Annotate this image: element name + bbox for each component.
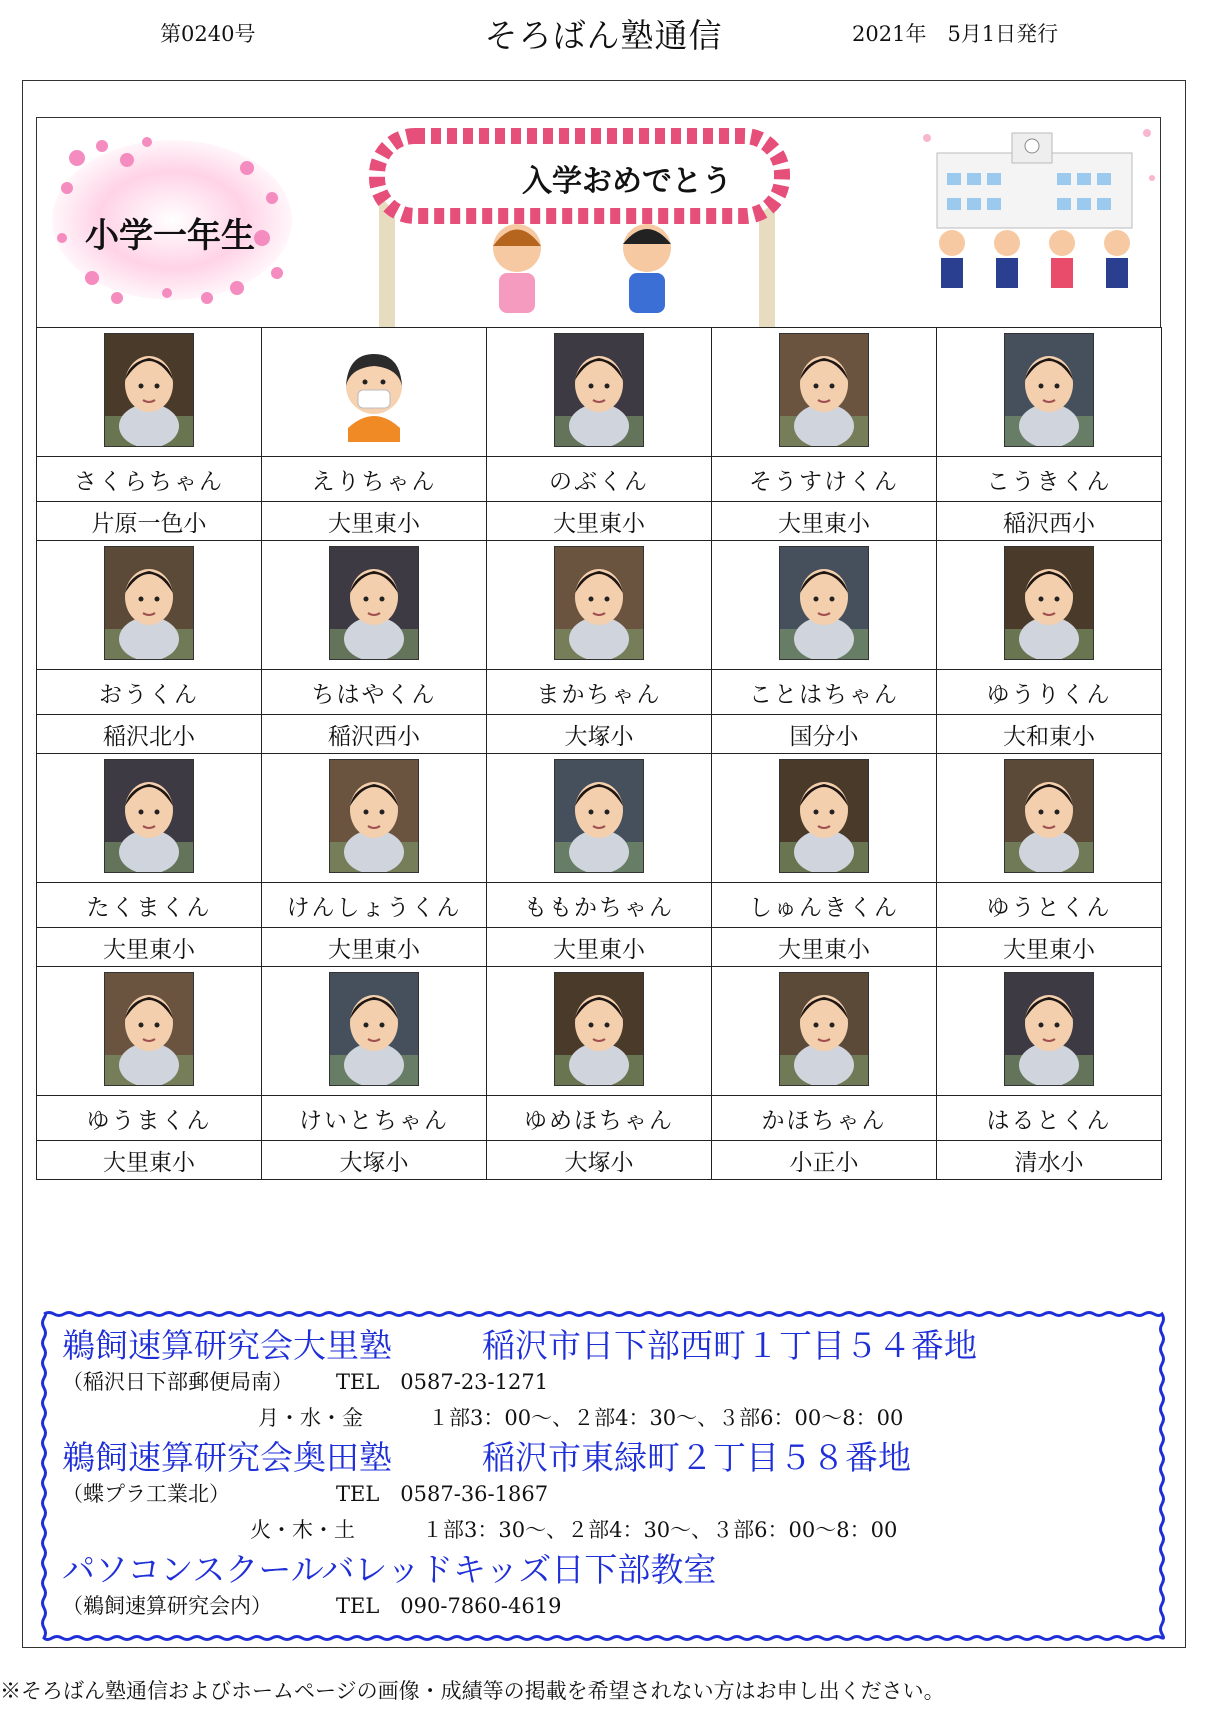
student-school: 大和東小 [937, 715, 1162, 754]
girl-illustration [493, 224, 541, 313]
student-photo [554, 546, 644, 660]
student-school: 大里東小 [487, 928, 712, 967]
student-name: えりちゃん [262, 457, 487, 502]
student-name: そうすけくん [712, 457, 937, 502]
student-photo [779, 759, 869, 873]
student-photo [1004, 333, 1094, 447]
student-photo [329, 546, 419, 660]
student-name: ゆうりくん [937, 670, 1162, 715]
photo-cell [262, 967, 487, 1096]
sign-text: 入学おめでとう [522, 164, 732, 199]
photo-cell [262, 328, 487, 457]
student-photo [329, 759, 419, 873]
photo-cell [937, 754, 1162, 883]
boy-illustration [623, 224, 671, 313]
student-school: 大塚小 [262, 1141, 487, 1180]
newsletter-title: そろばん塾通信 [484, 16, 723, 55]
school1-address: 稲沢市日下部西町１丁目５４番地 [482, 1326, 977, 1365]
student-school: 大里東小 [937, 928, 1162, 967]
photo-cell [37, 541, 262, 670]
student-school: 大里東小 [262, 502, 487, 541]
photo-cell [487, 967, 712, 1096]
student-school: 大里東小 [262, 928, 487, 967]
student-photo [1004, 546, 1094, 660]
banner [36, 117, 1161, 327]
student-name: はるとくん [937, 1096, 1162, 1141]
school-info-box [38, 1308, 1168, 1644]
school1-days: 月・水・金 [258, 1406, 363, 1430]
entrance-sign-graphic [367, 118, 887, 327]
student-name: のぶくん [487, 457, 712, 502]
issue-date: 2021年 5月1日発行 [852, 22, 1059, 46]
school2-days: 火・木・土 [250, 1518, 355, 1542]
student-photo [1004, 972, 1094, 1086]
footer-note: ※そろばん塾通信およびホームページの画像・成績等の掲載を希望されない方はお申し出ください。 [0, 1679, 945, 1703]
student-school: 大塚小 [487, 715, 712, 754]
student-photo [1004, 759, 1094, 873]
photo-cell [262, 754, 487, 883]
photo-row [37, 541, 1162, 670]
student-school: 大里東小 [37, 1141, 262, 1180]
student-school: 稲沢北小 [37, 715, 262, 754]
student-name: けんしょうくん [262, 883, 487, 928]
student-name: かほちゃん [712, 1096, 937, 1141]
school-row [37, 502, 1162, 541]
school1-times: １部3：00〜、２部4：30〜、３部6：00〜8：00 [428, 1406, 904, 1430]
school3-name: パソコンスクールバレッドキッズ日下部教室 [62, 1550, 717, 1589]
student-school: 片原一色小 [37, 502, 262, 541]
issue-number: 第0240号 [160, 22, 256, 46]
school2-times: １部3：30〜、２部4：30〜、３部6：00〜8：00 [422, 1518, 898, 1542]
school-building-icon [917, 118, 1161, 318]
student-photo [104, 546, 194, 660]
student-school: 大塚小 [487, 1141, 712, 1180]
student-name: おうくん [37, 670, 262, 715]
student-photo [779, 972, 869, 1086]
student-name: さくらちゃん [37, 457, 262, 502]
school-row [37, 1141, 1162, 1180]
student-photo [329, 972, 419, 1086]
photo-cell [487, 328, 712, 457]
name-row [37, 457, 1162, 502]
school-row [37, 928, 1162, 967]
school1-tel: TEL 0587-23-1271 [336, 1370, 549, 1394]
students-table [36, 327, 1162, 1180]
school1-name: 鵜飼速算研究会大里塾 [62, 1326, 392, 1365]
student-name: ゆめほちゃん [487, 1096, 712, 1141]
name-row [37, 670, 1162, 715]
photo-row [37, 754, 1162, 883]
photo-cell [487, 754, 712, 883]
student-name: たくまくん [37, 883, 262, 928]
school2-tel: TEL 0587-36-1867 [336, 1482, 549, 1506]
student-school: 大里東小 [37, 928, 262, 967]
entrance-sign-icon [367, 118, 887, 327]
photo-cell [37, 754, 262, 883]
photo-row [37, 967, 1162, 1096]
school-row [37, 715, 1162, 754]
name-row [37, 1096, 1162, 1141]
school2-landmark: （蝶プラ工業北） [62, 1482, 230, 1506]
student-school: 稲沢西小 [262, 715, 487, 754]
photo-cell [37, 967, 262, 1096]
photo-cell [937, 967, 1162, 1096]
photo-cell [937, 328, 1162, 457]
name-row [37, 883, 1162, 928]
student-name: ももかちゃん [487, 883, 712, 928]
masked-child-illustration-icon [330, 334, 418, 446]
student-photo [554, 759, 644, 873]
student-name: しゅんきくん [712, 883, 937, 928]
student-name: こうきくん [937, 457, 1162, 502]
student-name: けいとちゃん [262, 1096, 487, 1141]
student-name: ゆうまくん [37, 1096, 262, 1141]
student-photo [779, 546, 869, 660]
student-name: ちはやくん [262, 670, 487, 715]
photo-cell [262, 541, 487, 670]
student-school: 清水小 [937, 1141, 1162, 1180]
photo-cell [712, 754, 937, 883]
student-school: 稲沢西小 [937, 502, 1162, 541]
student-photo [554, 972, 644, 1086]
school3-tel: TEL 090-7860-4619 [336, 1594, 562, 1618]
student-photo [104, 759, 194, 873]
school2-name: 鵜飼速算研究会奥田塾 [62, 1438, 392, 1477]
student-photo [104, 972, 194, 1086]
photo-cell [712, 541, 937, 670]
photo-cell [712, 967, 937, 1096]
photo-cell [487, 541, 712, 670]
photo-row [37, 328, 1162, 457]
student-school: 大里東小 [712, 502, 937, 541]
student-name: まかちゃん [487, 670, 712, 715]
school-kids-graphic [917, 118, 1161, 318]
student-name: ことはちゃん [712, 670, 937, 715]
sakura-grade-graphic [47, 128, 297, 313]
student-name: ゆうとくん [937, 883, 1162, 928]
photo-cell [37, 328, 262, 457]
student-school: 大里東小 [712, 928, 937, 967]
student-school: 大里東小 [487, 502, 712, 541]
student-photo [104, 333, 194, 447]
school2-address: 稲沢市東緑町２丁目５８番地 [482, 1438, 911, 1477]
student-photo [554, 333, 644, 447]
student-school: 小正小 [712, 1141, 937, 1180]
student-photo [779, 333, 869, 447]
photo-cell [712, 328, 937, 457]
grade-label: 小学一年生 [85, 216, 255, 256]
school3-landmark: （鵜飼速算研究会内） [62, 1594, 272, 1618]
student-school: 国分小 [712, 715, 937, 754]
school1-landmark: （稲沢日下部郵便局南） [62, 1370, 293, 1394]
photo-cell [937, 541, 1162, 670]
